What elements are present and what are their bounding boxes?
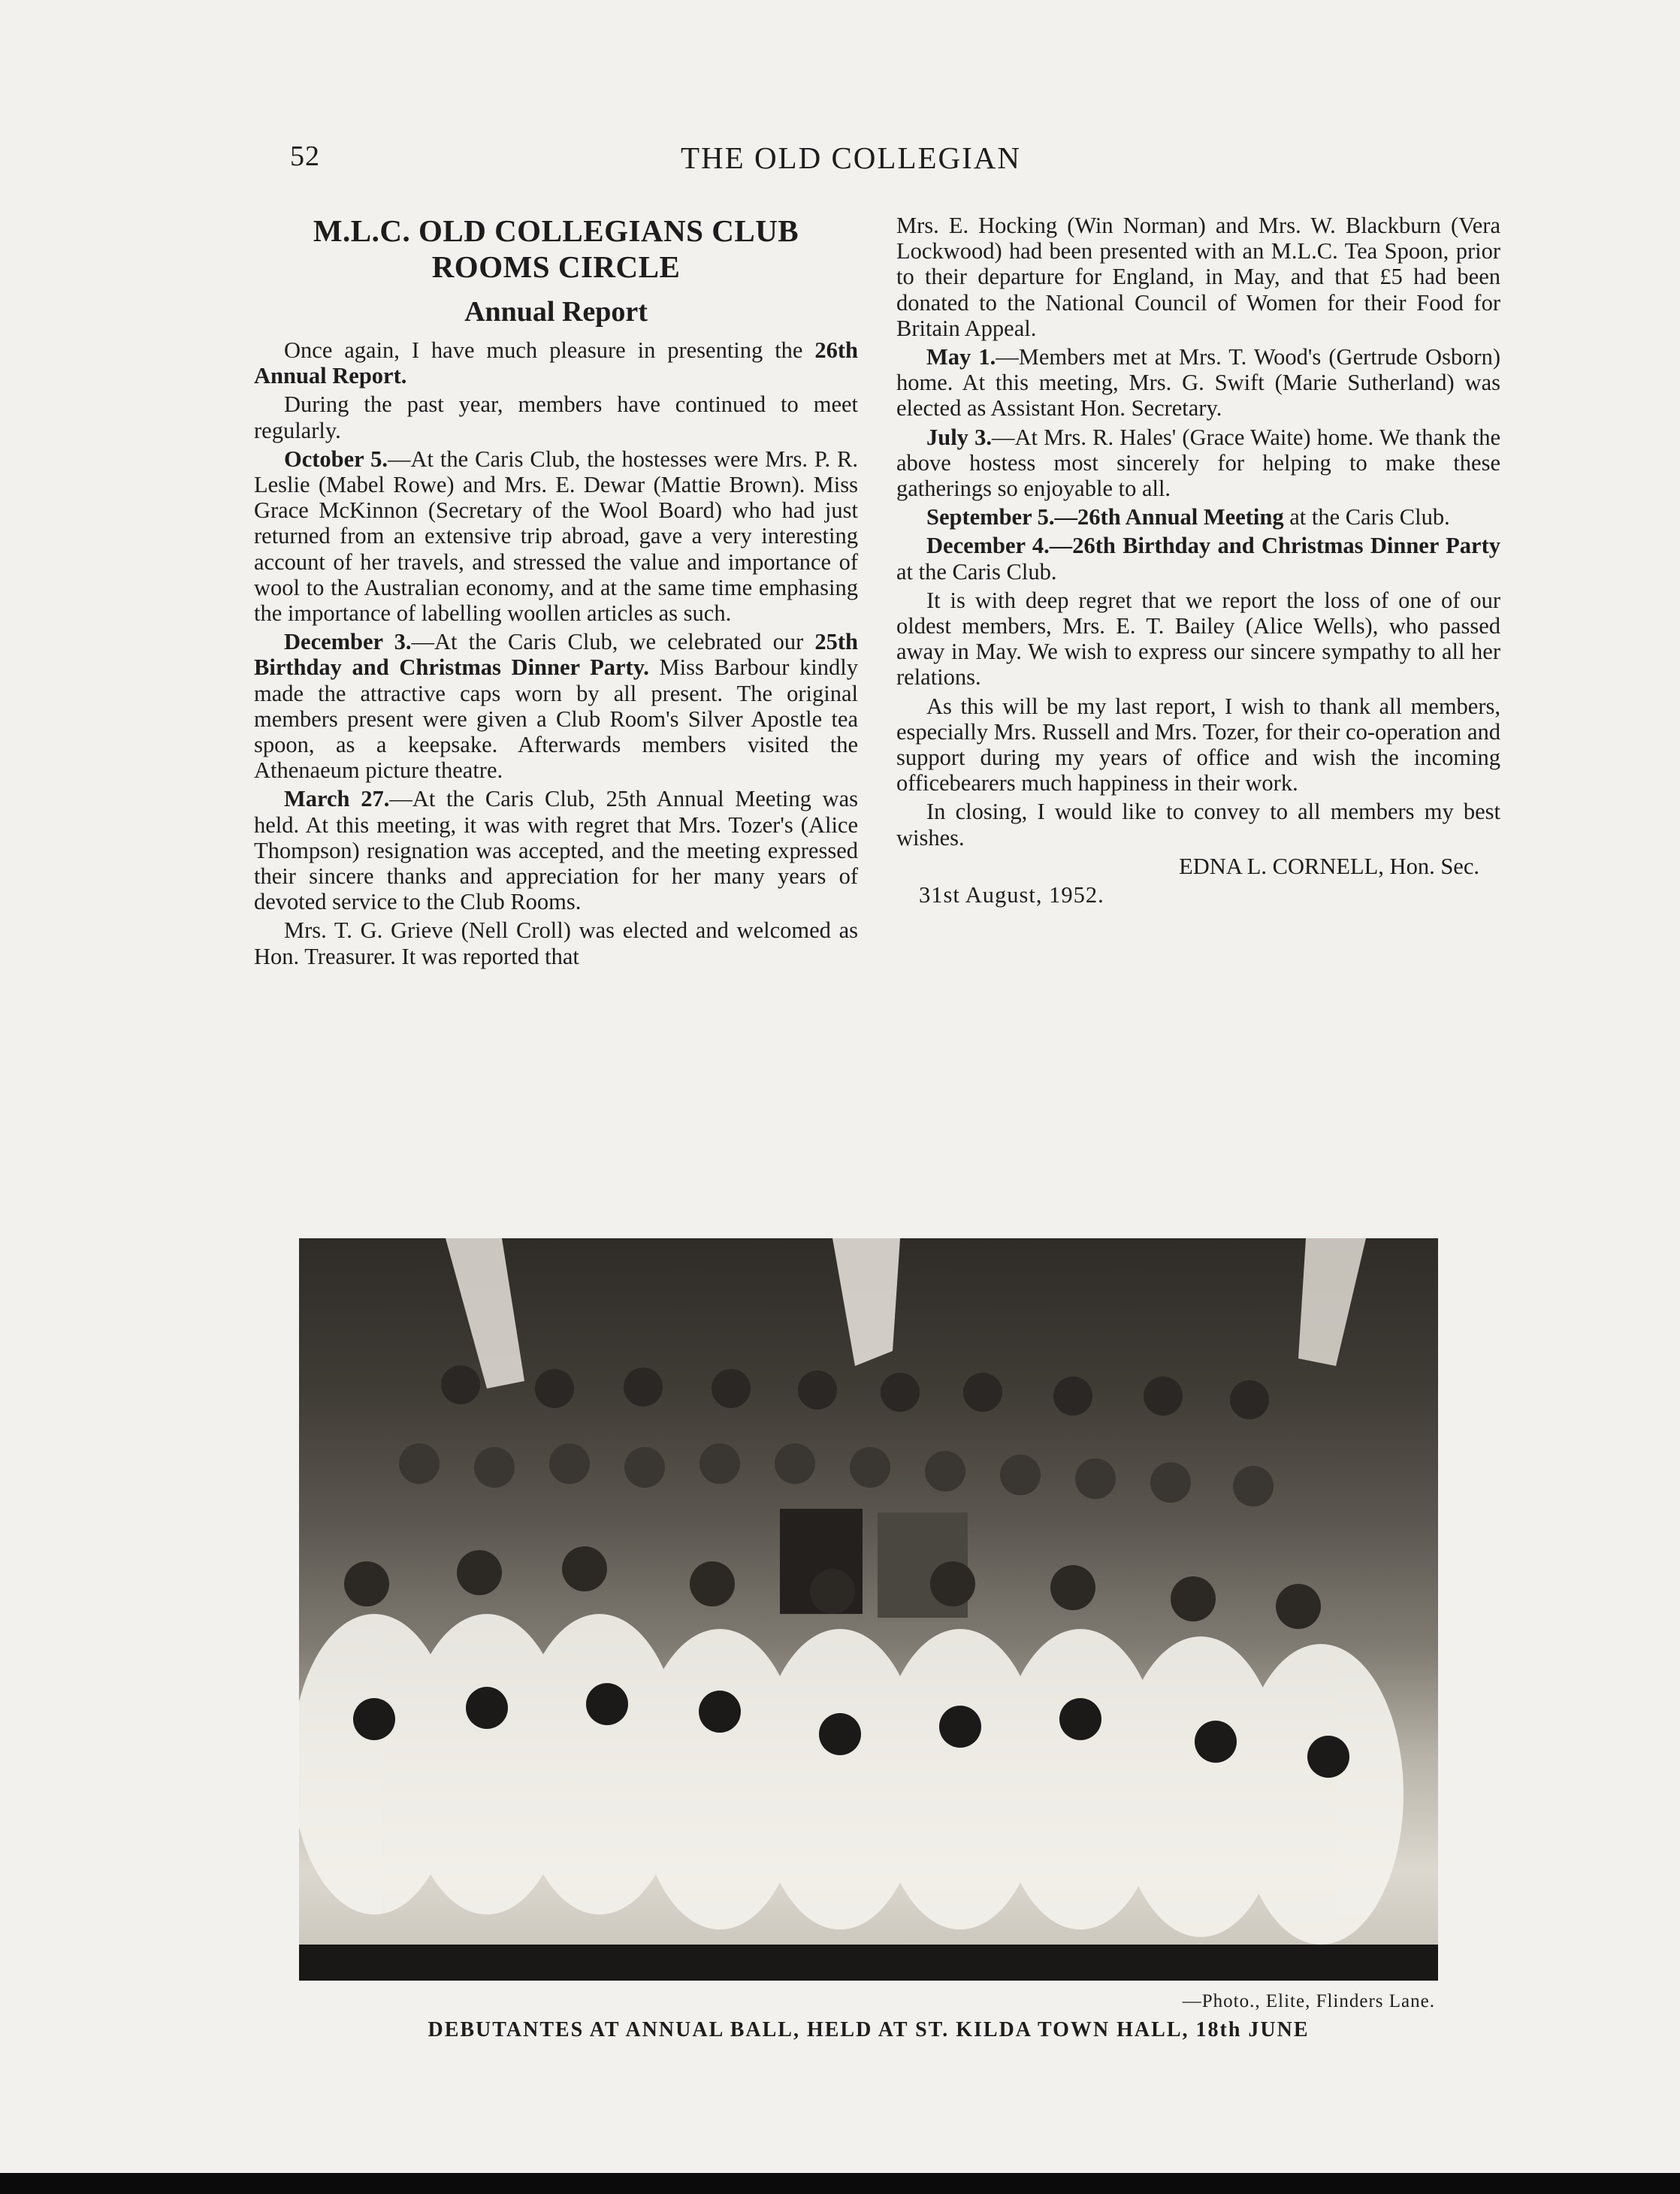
paragraph: March 27.—At the Caris Club, 25th Annual Meeting was held. At this meeting, it was with regret that Mrs. Tozer's (Alice Thompson) resignation was accepted, and the meeting expressed their sincere thanks and appreciation for her many years of devoted service to the Club Rooms. bbox=[254, 786, 858, 915]
paragraph: October 5.—At the Caris Club, the hostesses were Mrs. P. R. Leslie (Mabel Rowe) and Mrs. E. Dewar (Mattie Brown). Miss Grace McKinnon (Secretary of the Wool Board) who had just returned from an extensive trip abroad, gave a very interesting account of her travels, and stressed the value and importance of wool to the Australian economy, and at the same time emphasing the importance of labelling woollen articles as such. bbox=[254, 446, 858, 627]
paragraph: July 3.—At Mrs. R. Hales' (Grace Waite) home. We thank the above hostess most sincerely for helping to make these gatherings so enjoyable to all. bbox=[896, 424, 1501, 502]
paragraph: Once again, I have much pleasure in presenting the 26th Annual Report. bbox=[254, 337, 858, 389]
entry-date: March 27. bbox=[284, 786, 390, 812]
paragraph: May 1.—Members met at Mrs. T. Wood's (Gertrude Osborn) home. At this meeting, Mrs. G. Swift (Marie Sutherland) was elected as Assistant Hon. Secretary. bbox=[896, 344, 1500, 422]
entry-date: September 5.—26th Annual Meeting bbox=[926, 504, 1284, 530]
paragraph: It is with deep regret that we report the loss of one of our oldest members, Mrs. E. T. Bailey (Alice Wells), who passed away in May. We wish to express our sincere sympathy to all her relations. bbox=[896, 587, 1500, 691]
paragraph: September 5.—26th Annual Meeting at the Caris Club. bbox=[926, 504, 1450, 530]
article-title bbox=[254, 213, 858, 285]
section-heading: Annual Report bbox=[464, 296, 648, 328]
running-title: THE OLD COLLEGIAN bbox=[681, 141, 1022, 175]
article-title-line1: M.L.C. OLD COLLEGIANS CLUB bbox=[313, 213, 799, 248]
report-date: 31st August, 1952. bbox=[919, 882, 1104, 908]
entry-date: December 3. bbox=[284, 629, 412, 655]
entry-date: July 3. bbox=[926, 424, 992, 450]
entry-date: October 5. bbox=[284, 446, 388, 472]
paragraph: December 4.—26th Birthday and Christmas Dinner Party at the Caris Club. bbox=[896, 533, 1500, 585]
page-header bbox=[290, 140, 1492, 185]
entry-date: May 1. bbox=[926, 344, 996, 370]
article-title-line2: ROOMS CIRCLE bbox=[431, 249, 681, 284]
paragraph: During the past year, members have continued to meet regularly. bbox=[254, 391, 858, 443]
paragraph: Mrs. T. G. Grieve (Nell Croll) was elected and welcomed as Hon. Treasurer. It was reported that bbox=[254, 917, 858, 969]
debutantes-photo bbox=[299, 1238, 1438, 1981]
photo-credit: —Photo., Elite, Flinders Lane. bbox=[1182, 1991, 1435, 2011]
photo-illustration bbox=[299, 1238, 1438, 1981]
photo-caption: DEBUTANTES AT ANNUAL BALL, HELD AT ST. KILDA TOWN HALL, 18th JUNE bbox=[428, 2018, 1310, 2041]
signature: EDNA L. CORNELL, Hon. Sec. bbox=[1179, 853, 1479, 879]
page-number: 52 bbox=[290, 141, 320, 172]
left-column bbox=[254, 213, 858, 972]
paragraph: As this will be my last report, I wish to thank all members, especially Mrs. Russell and Mrs. Tozer, for their co-operation and support during my years of office and wish the incoming officebearers much happiness in their work. bbox=[896, 693, 1500, 796]
paragraph: December 3.—At the Caris Club, we celebrated our 25th Birthday and Christmas Dinner Party. Miss Barbour kindly made the attractive caps worn by all present. The original members present were given a Club Room's Silver Apostle tea spoon, as a keepsake. Afterwards members visited the Athenaeum picture theatre. bbox=[254, 629, 858, 784]
scan-edge bbox=[0, 2173, 1680, 2194]
paragraph: Mrs. E. Hocking (Win Norman) and Mrs. W. Blackburn (Vera Lockwood) had been presented with an M.L.C. Tea Spoon, prior to their departure for England, in May, and that £5 had been donated to the National Council of Women for their Food for Britain Appeal. bbox=[896, 213, 1500, 341]
entry-date: December 4.—26th Birthday and Christmas Dinner Party bbox=[926, 533, 1500, 559]
paragraph: In closing, I would like to convey to all members my best wishes. bbox=[896, 799, 1500, 851]
right-column bbox=[896, 213, 1500, 911]
